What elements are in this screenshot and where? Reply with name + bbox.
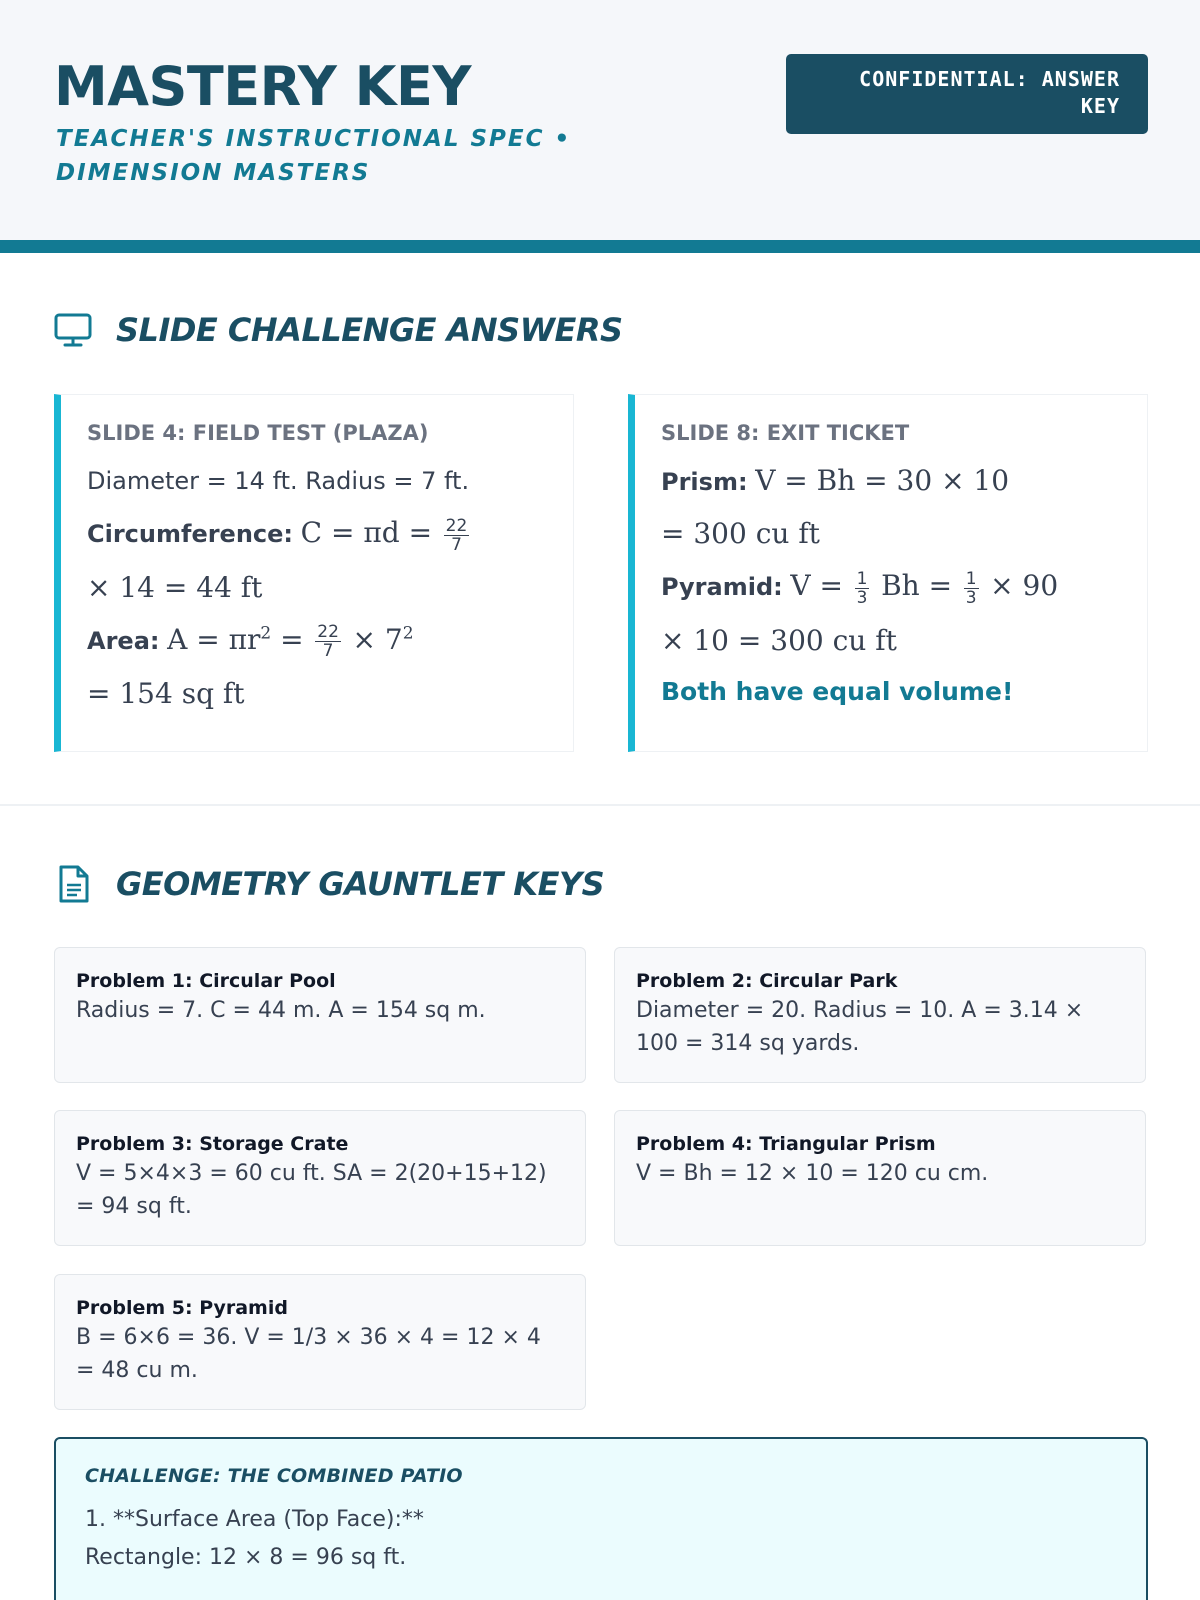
problem-answer: Radius = 7. C = 44 m. A = 154 sq m.: [76, 998, 486, 1023]
pyramid-formula-tail: × 90: [990, 569, 1059, 602]
page-subtitle: TEACHER'S INSTRUCTIONAL SPEC • DIMENSION MASTERS: [56, 126, 572, 186]
diameter-line: Diameter = 14 ft. Radius = 7 ft.: [87, 467, 470, 495]
problem-answer: Diameter = 20. Radius = 10. A = 3.14 × 100 = 314 sq yards.: [636, 998, 1084, 1056]
problem-card: [54, 1274, 586, 1410]
fraction: $\frac{22}{7}$: [445, 515, 468, 555]
pyramid-result: × 10 = 300 cu ft: [661, 623, 897, 657]
header-accent-bar: [0, 240, 1200, 253]
area-times: × $7^2$: [352, 622, 414, 656]
fraction: $\frac{22}{7}$: [317, 622, 339, 661]
problem-title: Problem 2: Circular Park: [636, 970, 898, 992]
area-line: [87, 622, 549, 661]
slide-4-card: [54, 394, 574, 752]
circumference-label: Circumference:: [87, 520, 294, 548]
pyramid-formula-mid: Bh =: [881, 569, 953, 602]
problem-title: Problem 1: Circular Pool: [76, 970, 336, 992]
pyramid-line: [661, 568, 1123, 607]
challenge-line: 1. **Surface Area (Top Face):**: [85, 1507, 424, 1532]
slide-8-card: [628, 394, 1148, 752]
circumference-formula: C = πd =: [300, 516, 433, 549]
prism-result: = 300 cu ft: [661, 517, 820, 550]
circumference-result: × 14 = 44 ft: [87, 570, 263, 604]
problem-title: Problem 5: Pyramid: [76, 1297, 288, 1319]
problem-card: [614, 1110, 1146, 1246]
challenge-box: [54, 1437, 1148, 1600]
monitor-icon: [54, 310, 94, 350]
pyramid-formula: V =: [790, 569, 843, 602]
card-title: SLIDE 8: EXIT TICKET: [661, 421, 910, 445]
slide-answers-heading: [54, 310, 623, 350]
area-formula: $A = \pi r^2$ =: [167, 622, 304, 656]
page-header: [0, 0, 1200, 240]
area-label: Area:: [87, 626, 160, 655]
section-title: GEOMETRY GAUNTLET KEYS: [116, 865, 605, 903]
conclusion-text: Both have equal volume!: [661, 676, 1014, 706]
challenge-title: CHALLENGE: THE COMBINED PATIO: [85, 1465, 463, 1487]
problem-answer: V = 5×4×3 = 60 cu ft. SA = 2(20+15+12) = 94 sq ft.: [76, 1161, 547, 1219]
challenge-line: Rectangle: 12 × 8 = 96 sq ft.: [85, 1545, 407, 1570]
prism-label: Prism:: [661, 468, 748, 496]
fraction: $\frac{1}{3}$: [856, 568, 868, 608]
problem-card: [614, 947, 1146, 1083]
problem-card: [54, 1110, 586, 1246]
section-title: SLIDE CHALLENGE ANSWERS: [116, 311, 623, 349]
problem-title: Problem 4: Triangular Prism: [636, 1133, 936, 1155]
pyramid-label: Pyramid:: [661, 573, 783, 601]
confidential-badge: CONFIDENTIAL: ANSWER KEY: [786, 54, 1148, 134]
circumference-line: [87, 515, 549, 554]
area-result: = 154 sq ft: [87, 677, 245, 710]
prism-line: [661, 463, 1123, 500]
problem-answer: V = Bh = 12 × 10 = 120 cu cm.: [636, 1161, 989, 1186]
gauntlet-heading: [54, 864, 604, 904]
document-icon: [54, 864, 94, 904]
problem-title: Problem 3: Storage Crate: [76, 1133, 349, 1155]
problem-card: [54, 947, 586, 1083]
page-title: MASTERY KEY: [54, 55, 472, 118]
fraction: $\frac{1}{3}$: [965, 568, 977, 608]
section-divider: [0, 804, 1200, 806]
problem-answer: B = 6×6 = 36. V = 1/3 × 36 × 4 = 12 × 4 = 48 cu m.: [76, 1325, 541, 1383]
card-title: SLIDE 4: FIELD TEST (PLAZA): [87, 421, 429, 445]
prism-formula: V = Bh = 30 × 10: [755, 464, 1010, 497]
